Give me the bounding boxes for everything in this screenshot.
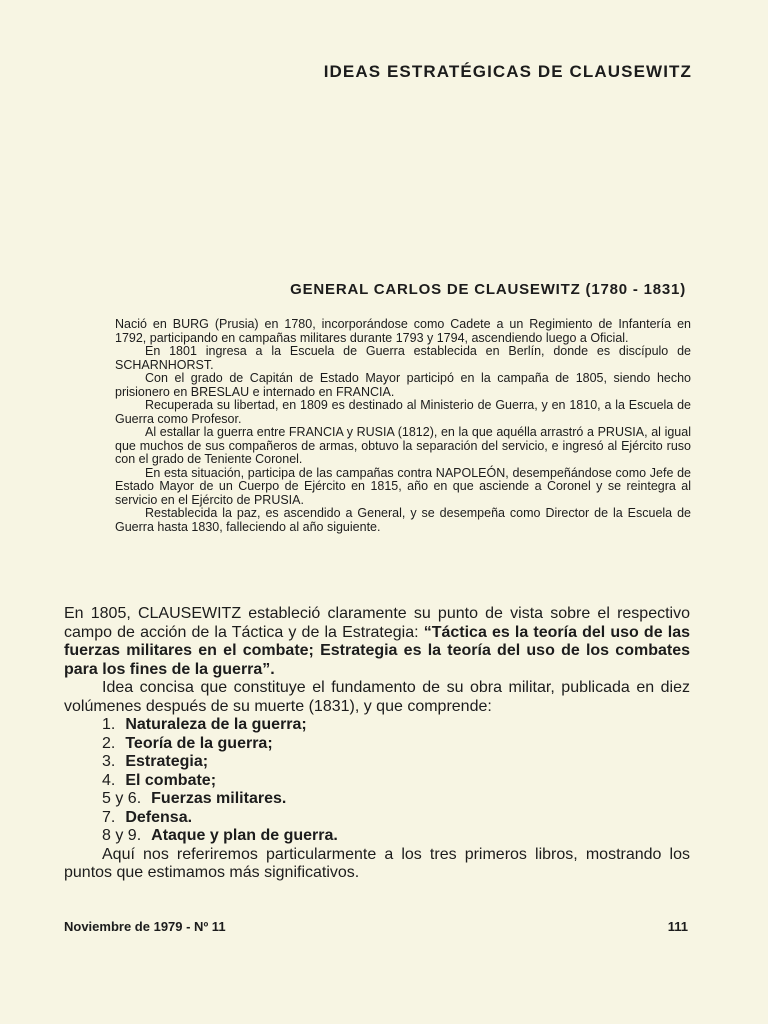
- intro-paragraph: [64, 605, 690, 679]
- page-number: 111: [667, 919, 688, 934]
- book-title: El combate;: [125, 771, 217, 789]
- list-item: [102, 716, 690, 735]
- biography-paragraph: En esta situación, participa de las campañas contra NAPOLEÓN, desempeñándose como Jefe de Estado Mayor de un Cuerpo de Ejército en 1815, año en que asciende a Coronel y se reintegra al servicio en el Ejército de PRUSIA.: [115, 465, 691, 507]
- biography-section: [115, 318, 691, 534]
- book-number: 4.: [102, 771, 116, 789]
- biography-paragraph: Nació en BURG (Prusia) en 1780, incorporándose como Cadete a un Regimiento de Infantería en 1792, participando en campañas militares durante 1793 y 1794, ascendiendo luego a Oficial.: [115, 317, 691, 345]
- book-title: Naturaleza de la guerra;: [125, 716, 307, 733]
- book-title: Ataque y plan de guerra.: [151, 827, 338, 844]
- book-number: 5 y 6.: [102, 790, 142, 807]
- list-item: [102, 753, 690, 772]
- issue-footer: Noviembre de 1979 - Nº 11: [64, 919, 226, 934]
- biography-title: GENERAL CARLOS DE CLAUSEWITZ (1780 - 1831): [290, 281, 686, 298]
- book-title: Teoría de la guerra;: [125, 734, 273, 752]
- biography-paragraph: Al estallar la guerra entre FRANCIA y RUSIA (1812), en la que aquélla arrastró a PRUSIA, al igual que muchos de sus compañeros de armas, obtuvo la separación del servicio, e ingresó al Ejército ruso con el grado de Teniente Coronel.: [115, 425, 691, 466]
- book-title: Estrategia;: [125, 753, 209, 770]
- list-item: [102, 735, 690, 754]
- works-paragraph: Idea concisa que constituye el fundamento de su obra militar, publicada en diez volúmenes después de su muerte (1831), y que comprende:: [64, 679, 690, 715]
- closing-paragraph: Aquí nos referiremos particularmente a los tres primeros libros, mostrando los puntos que estimamos más significativos.: [64, 845, 690, 881]
- biography-paragraph: Recuperada su libertad, en 1809 es destinado al Ministerio de Guerra, y en 1810, a la Escuela de Guerra como Profesor.: [115, 398, 691, 426]
- book-title: Fuerzas militares.: [151, 790, 287, 807]
- books-list: [64, 716, 690, 846]
- main-text: [64, 605, 690, 883]
- biography-paragraph: Restablecida la paz, es ascendido a General, y se desempeña como Director de la Escuela de Guerra hasta 1830, falleciendo al año siguiente.: [115, 506, 691, 534]
- biography-paragraph: Con el grado de Capitán de Estado Mayor participó en la campaña de 1805, siendo hecho prisionero en BRESLAU e internado en FRANCIA.: [115, 371, 691, 399]
- book-number: 8 y 9.: [102, 827, 142, 844]
- book-number: 3.: [102, 753, 116, 770]
- running-header: IDEAS ESTRATÉGICAS DE CLAUSEWITZ: [323, 62, 692, 81]
- book-title: Defensa.: [125, 808, 193, 826]
- intro-plain-text: En 1805, CLAUSEWITZ estableció claramente su punto de vista sobre el respectivo campo de acción de la Táctica y de la Estrategia:: [64, 605, 690, 641]
- list-item: [102, 809, 690, 828]
- book-number: 7.: [102, 808, 116, 826]
- list-item: [102, 827, 690, 846]
- book-number: 1.: [102, 716, 116, 733]
- strategy-definition-quote: “Táctica es la teoría del uso de las fuerzas militares en el combate; Estrategia es la teoría del uso de los combates para los fines de la guerra”.: [64, 623, 690, 678]
- list-item: [102, 790, 690, 809]
- book-number: 2.: [102, 734, 116, 752]
- biography-paragraph: En 1801 ingresa a la Escuela de Guerra establecida en Berlín, donde es discípulo de SCHARNHORST.: [115, 344, 691, 372]
- list-item: [102, 772, 690, 791]
